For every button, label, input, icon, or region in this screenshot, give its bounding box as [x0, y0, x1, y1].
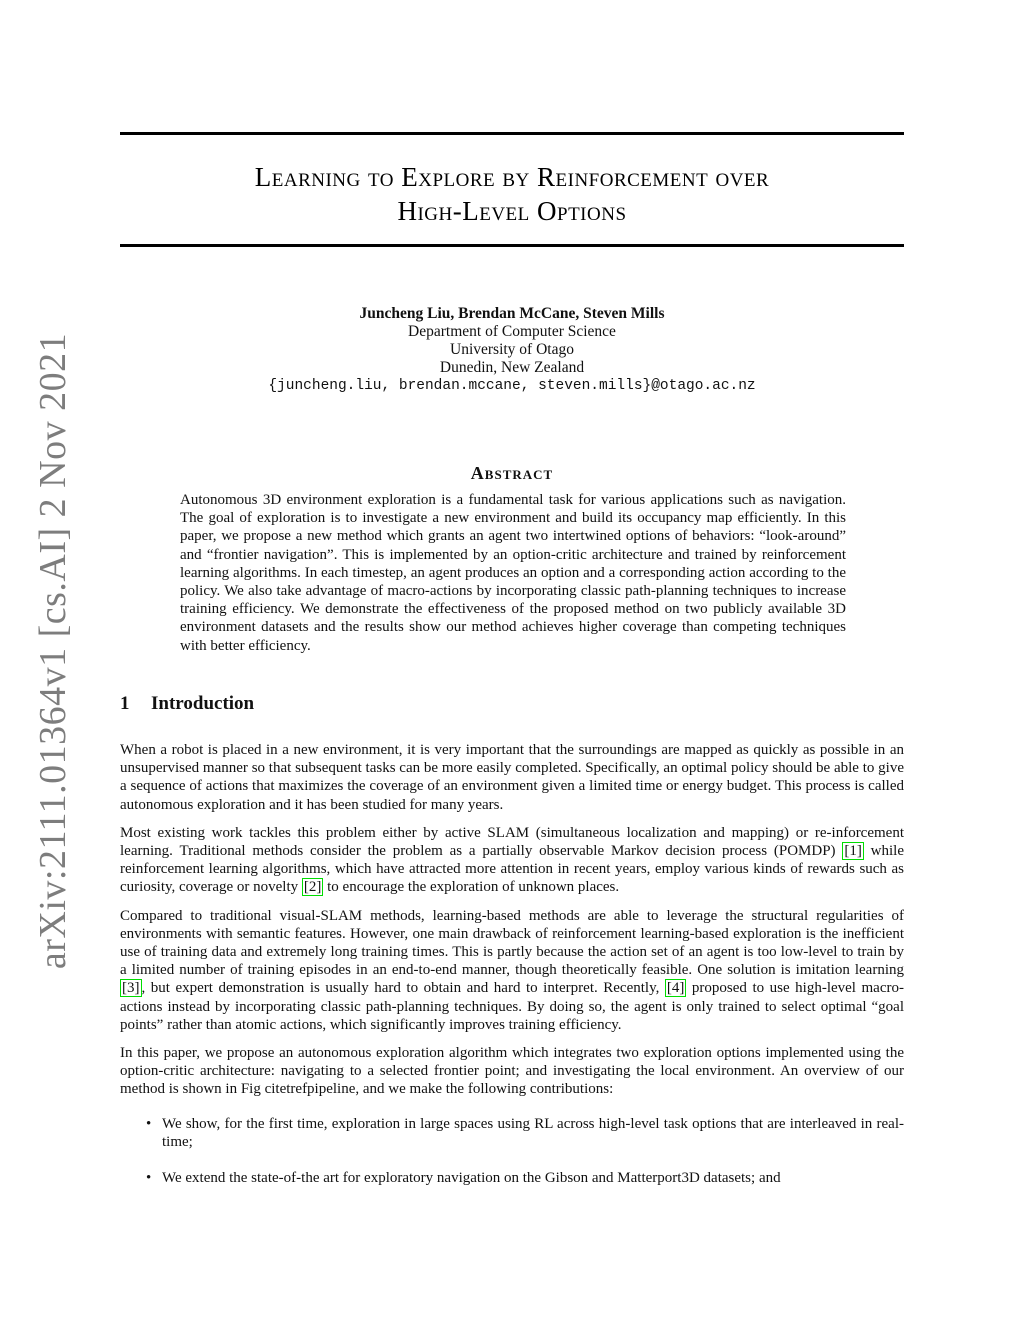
section-heading-introduction [120, 693, 254, 715]
author-names: Juncheng Liu, Brendan McCane, Steven Mills [359, 305, 665, 322]
author-department: Department of Computer Science [408, 323, 616, 340]
paper-title [120, 160, 904, 228]
contribution-item: • We extend the state-of-the art for exploratory navigation on the Gibson and Matterport3D datasets; and [162, 1169, 904, 1187]
contributions-list [120, 1115, 904, 1188]
citation-link-2[interactable]: [2] [303, 879, 322, 896]
title-line-1: Learning to Explore by Reinforcement over [254, 162, 770, 192]
paragraph-2: Most existing work tackles this problem either by active SLAM (simultaneous localization and mapping) or re-inforcement learning. Traditional methods consider the problem as a partially observable Markov decision process (POMDP) [1] while reinforcement learning algorithms, which have attracted more attention in recent years, employ various kinds of rewards such as curiosity, coverage or novelty [2] to encourage the exploration of unknown places. [120, 824, 904, 896]
paragraph-3: Compared to traditional visual-SLAM methods, learning-based methods are able to leverage the structural regularities of environments with semantic features. However, one main drawback of reinforcement learning-based exploration is the inefficient use of training data and extremely long training times. This is partly because the action set of an agent is too low-level to train by a limited number of training episodes in an end-to-end manner, though theoretically feasible. One solution is imitation learning [3] , but expert demonstration is usually hard to obtain and hard to interpret. Recently, [4] proposed to use high-level macro-actions instead by incorporating classic path-planning techniques. By doing so, the agent is only trained to select optimal “goal points” rather than atomic actions, which significantly improves training efficiency. [120, 907, 904, 1033]
title-line-2: High-Level Options [397, 196, 627, 226]
citation-link-1[interactable]: [1] [844, 843, 862, 860]
author-block [120, 305, 904, 395]
citation-link-4[interactable]: [4] [666, 980, 685, 997]
contribution-item: • We show, for the first time, exploration in large spaces using RL across high-level task options that are interleaved in real-time; [162, 1115, 904, 1151]
introduction-body [120, 741, 904, 1205]
title-rule-top [120, 132, 904, 135]
author-university: University of Otago [450, 341, 574, 358]
paragraph-4: In this paper, we propose an autonomous exploration algorithm which integrates two exploration options implemented using the option-critic architecture: navigating to a selected frontier point; and investigating the local environment. An overview of our method is shown in Fig citetrefpipeline, and we make the following contributions: [120, 1045, 904, 1098]
arxiv-identifier-text: arXiv:2111.01364v1 [cs.AI] 2 Nov 2021 [32, 332, 75, 969]
section-title: Introduction [151, 693, 255, 714]
abstract-text: Autonomous 3D environment exploration is a fundamental task for various applications such as navigation. The goal of exploration is to investigate a new environment and build its occupancy map efficiently. In this paper, we propose a new method which grants an agent two intertwined options of behaviors: “look-around” and “frontier navigation”. This is implemented by an option-critic architecture and trained by reinforcement learning algorithms. In each timestep, an agent produces an option and a corresponding action according to the policy. We also take advantage of macro-actions by incorporating classic path-planning techniques to increase training efficiency. We demonstrate the effectiveness of the proposed method on two publicly available 3D environment datasets and the results show our method achieves higher coverage than competing techniques with better efficiency. [180, 492, 846, 654]
author-email: {juncheng.liu, brendan.mccane, steven.mills}@otago.ac.nz [268, 378, 756, 394]
section-number: 1 [120, 693, 130, 714]
citation-link-3[interactable]: [3] [122, 980, 140, 997]
arxiv-identifier [30, 332, 76, 969]
author-location: Dunedin, New Zealand [439, 359, 585, 376]
abstract-heading: Abstract [470, 463, 554, 483]
paragraph-1: When a robot is placed in a new environment, it is very important that the surroundings are mapped as quickly as possible in an unsupervised manner so that subsequent tasks can be more easily completed. Specifically, an optimal policy should be able to give a sequence of actions that maximizes the coverage of an environment given a limited time or energy budget. This process is called autonomous exploration and it has been studied for many years. [120, 742, 904, 813]
title-rule-bottom [120, 244, 904, 247]
